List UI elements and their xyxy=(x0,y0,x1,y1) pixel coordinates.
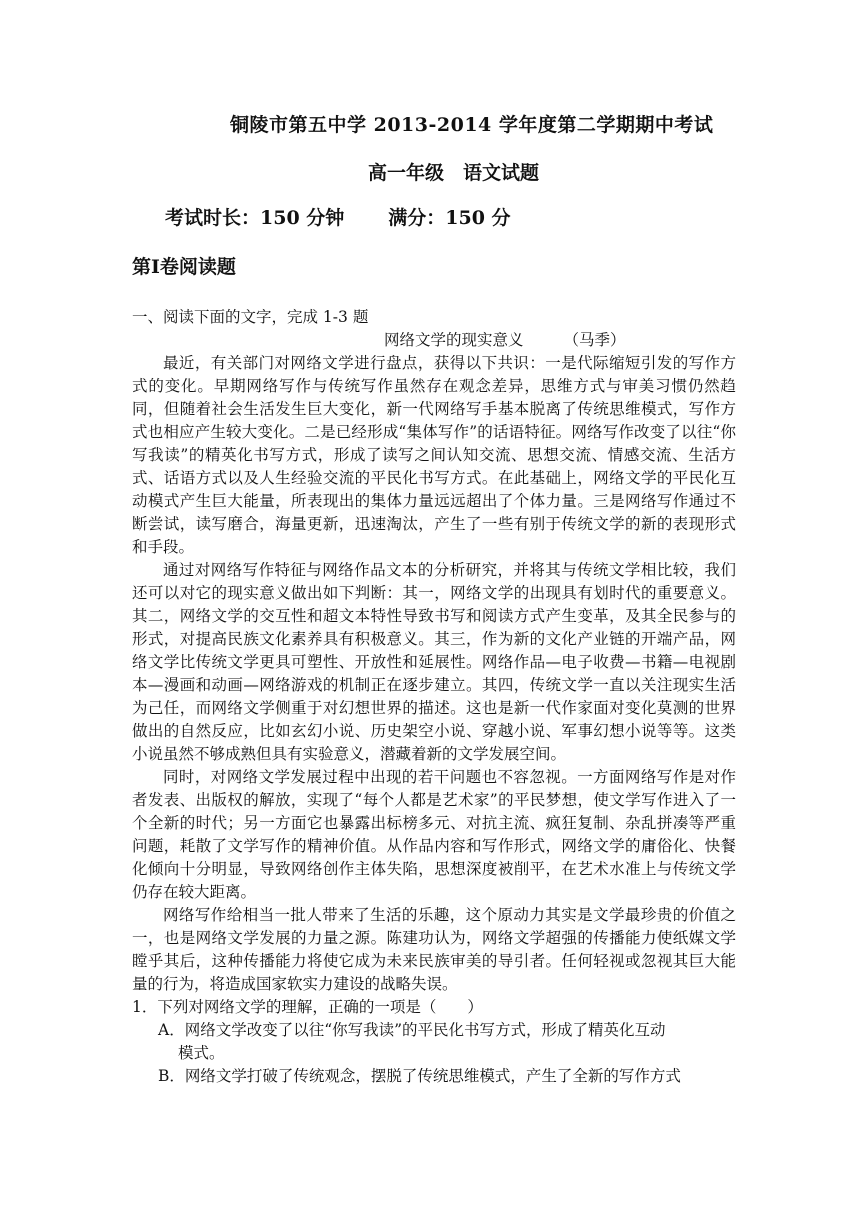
paragraph: 同时，对网络文学发展过程中出现的若干问题也不容忽视。一方面网络写作是对作者发表、出版权的解放，实现了“每个人都是艺术家”的平民梦想，使文学写作进入了一个全新的时代；另一方面它也暴露出标榜多元、对抗主流、疯狂复制、杂乱拼凑等严重问题，耗散了文学写作的精神价值。从作品内容和写作形式，网络文学的庸俗化、快餐化倾向十分明显，导致网络创作主体失陷，思想深度被削平，在艺术水准上与传统文学仍存在较大距离。 xyxy=(132,768,736,901)
exam-title: 铜陵市第五中学 2013-2014 学年度第二学期期中考试 xyxy=(230,114,714,136)
exam-duration: 考试时长：150 分钟 xyxy=(165,207,345,229)
reading-instruction: 一、阅读下面的文字，完成 1-3 题 xyxy=(132,308,369,326)
paragraph: 最近，有关部门对网络文学进行盘点，获得以下共识：一是代际缩短引发的写作方式的变化。早期网络写作与传统写作虽然存在观念差异，思维方式与审美习惯仍然趋同，但随着社会生活发生巨大变化，新一代网络写手基本脱离了传统思维模式，写作方式也相应产生较大变化。二是已经形成“集体写作”的话语特征。网络写作改变了以往“你写我读”的精英化书写方式，形成了读写之间认知交流、思想交流、情感交流、生活方式、话语方式以及人生经验交流的平民化书写方式。在此基础上，网络文学的平民化互动模式产生巨大能量，所表现出的集体力量远远超出了个体力量。三是网络写作通过不断尝试，读写磨合，海量更新，迅速淘汰，产生了一些有别于传统文学的新的表现形式和手段。 xyxy=(132,354,736,556)
question-1-option-b xyxy=(132,1065,736,1088)
exam-full-score: 满分：150 分 xyxy=(388,207,511,229)
section-heading: 第Ⅰ卷阅读题 xyxy=(132,256,236,278)
option-a-line-2: 模式。 xyxy=(178,1044,225,1062)
paragraph: 通过对网络写作特征与网络作品文本的分析研究，并将其与传统文学相比较，我们还可以对它的现实意义做出如下判断：其一，网络文学的出现具有划时代的重要意义。其二，网络文学的交互性和超文本特性导致书写和阅读方式产生变革，及其全民参与的形式，对提高民族文化素养具有积极意义。其三，作为新的文化产业链的开端产品，网络文学比传统文学更具可塑性、开放性和延展性。网络作品—电子收费—书籍—电视剧本—漫画和动画—网络游戏的机制正在逐步建立。其四，传统文学一直以关注现实生活为己任，而网络文学侧重于对幻想世界的描述。这也是新一代作家面对变化莫测的世界做出的自然反应，比如玄幻小说、历史架空小说、穿越小说、军事幻想小说等等。这类小说虽然不够成熟但具有实验意义，潜藏着新的文学发展空间。 xyxy=(132,561,736,763)
option-a-line-1: A．网络文学改变了以往“你写我读”的平民化书写方式，形成了精英化互动 xyxy=(158,1021,666,1039)
reading-passage xyxy=(132,306,736,1088)
exam-meta xyxy=(165,203,511,230)
question-1-stem: 1．下列对网络文学的理解，正确的一项是（ ） xyxy=(132,998,483,1016)
question-1-option-a xyxy=(132,1019,736,1065)
paragraph: 网络写作给相当一批人带来了生活的乐趣，这个原动力其实是文学最珍贵的价值之一，也是网络文学发展的力量之源。陈建功认为，网络文学超强的传播能力使纸媒文学瞠乎其后，这种传播能力将使它成为未来民族审美的导引者。任何轻视或忽视其巨大能量的行为，将造成国家软实力建设的战略失误。 xyxy=(132,906,736,993)
article-heading xyxy=(132,329,736,352)
article-author: （马季） xyxy=(563,331,626,349)
article-title: 网络文学的现实意义 xyxy=(384,331,524,349)
exam-subtitle: 高一年级 语文试题 xyxy=(368,162,540,184)
option-b-line-1: B．网络文学打破了传统观念，摆脱了传统思维模式，产生了全新的写作方式 xyxy=(158,1067,681,1085)
